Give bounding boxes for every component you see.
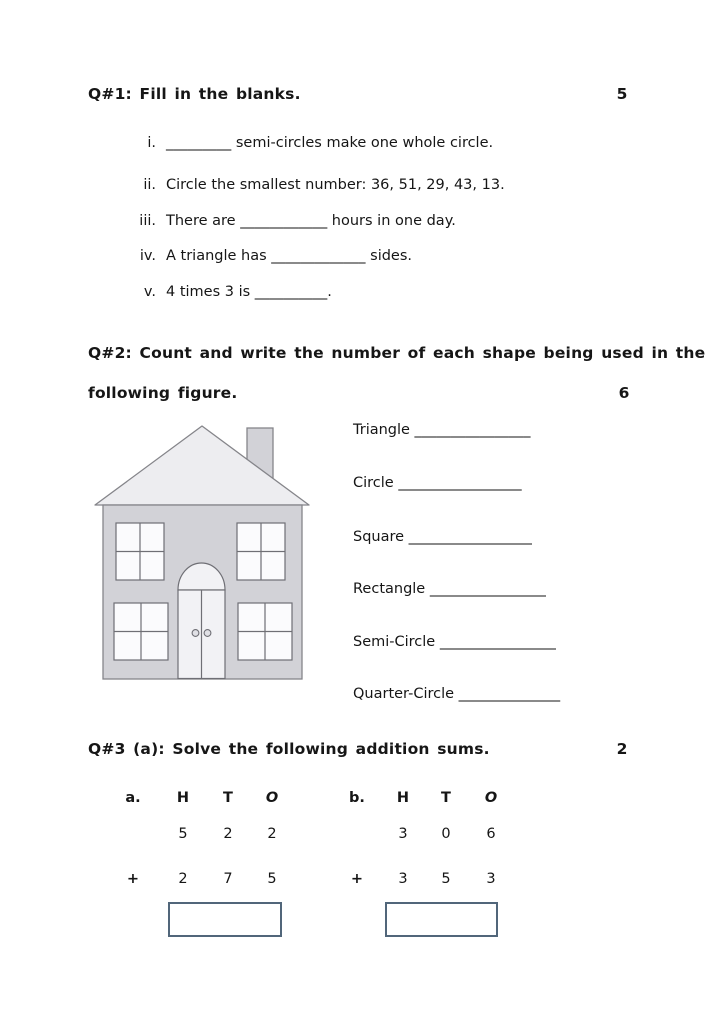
q1-marks: 5 (616, 85, 628, 103)
sum-b-addend1-ones: 6 (486, 826, 496, 842)
q1-item-1-text: _________ semi-circles make one whole circle. (166, 135, 494, 151)
sum-a-addend2-ones: 5 (267, 871, 277, 887)
sum-b-addend2-hundreds: 3 (398, 871, 408, 887)
sum-b-header-tens: T (441, 790, 451, 806)
sum-a-addend1-hundreds: 5 (178, 826, 188, 842)
q2-heading-line1: Q#2: Count and write the number of each shape being used in the (88, 344, 706, 362)
house-figure (85, 418, 315, 683)
shape-label-circle: Circle _________________ (353, 475, 522, 491)
sum-b-label: b. (349, 790, 365, 806)
sum-a-addend2-tens: 7 (223, 871, 233, 887)
window-bottom-right (238, 603, 292, 660)
sum-a-answer-box[interactable] (168, 902, 282, 937)
sum-b-plus-sign: + (350, 871, 364, 887)
sum-a-addend1-tens: 2 (223, 826, 233, 842)
sum-a-addend1-ones: 2 (267, 826, 277, 842)
sum-a-label: a. (125, 790, 141, 806)
window-top-right (237, 523, 285, 580)
shape-label-semi-circle: Semi-Circle ________________ (353, 634, 556, 650)
sum-b-header-hundreds: H (396, 790, 410, 806)
q2-marks: 6 (618, 384, 630, 402)
q1-item-1-numeral: i. (147, 135, 156, 151)
q1-item-3-numeral: iii. (139, 213, 156, 229)
q1-item-2-numeral: ii. (143, 177, 156, 193)
q1-item-4-text: A triangle has _____________ sides. (166, 248, 413, 264)
window-top-left (116, 523, 164, 580)
q1-item-3-text: There are ____________ hours in one day. (166, 213, 456, 229)
sum-a-header-tens: T (223, 790, 233, 806)
q3-marks: 2 (616, 740, 628, 758)
sum-b-addend2-ones: 3 (486, 871, 496, 887)
q1-item-5-numeral: v. (143, 284, 156, 300)
door-knob-right (204, 630, 211, 637)
window-bottom-left (114, 603, 168, 660)
sum-b-header-ones: O (484, 790, 498, 806)
sum-a-addend2-hundreds: 2 (178, 871, 188, 887)
shape-label-quarter-circle: Quarter-Circle ______________ (353, 686, 561, 702)
q2-heading-line2: following figure. (88, 384, 238, 402)
door-knob-left (192, 630, 199, 637)
sum-a-header-ones: O (265, 790, 279, 806)
sum-a-plus-sign: + (126, 871, 140, 887)
sum-b-addend1-tens: 0 (441, 826, 451, 842)
q1-item-4-numeral: iv. (139, 248, 156, 264)
shape-label-triangle: Triangle ________________ (353, 422, 531, 438)
sum-b-answer-box[interactable] (385, 902, 498, 937)
shape-label-square: Square _________________ (353, 529, 532, 545)
sum-a-header-hundreds: H (176, 790, 190, 806)
q1-heading: Q#1: Fill in the blanks. (88, 85, 301, 103)
q1-item-5-text: 4 times 3 is __________. (166, 284, 332, 300)
q1-item-2-text: Circle the smallest number: 36, 51, 29, 43, 13. (166, 177, 505, 193)
q3-heading: Q#3 (a): Solve the following addition sums. (88, 740, 490, 758)
roof-triangle (95, 426, 309, 505)
shape-label-rectangle: Rectangle ________________ (353, 581, 546, 597)
sum-b-addend1-hundreds: 3 (398, 826, 408, 842)
sum-b-addend2-tens: 5 (441, 871, 451, 887)
